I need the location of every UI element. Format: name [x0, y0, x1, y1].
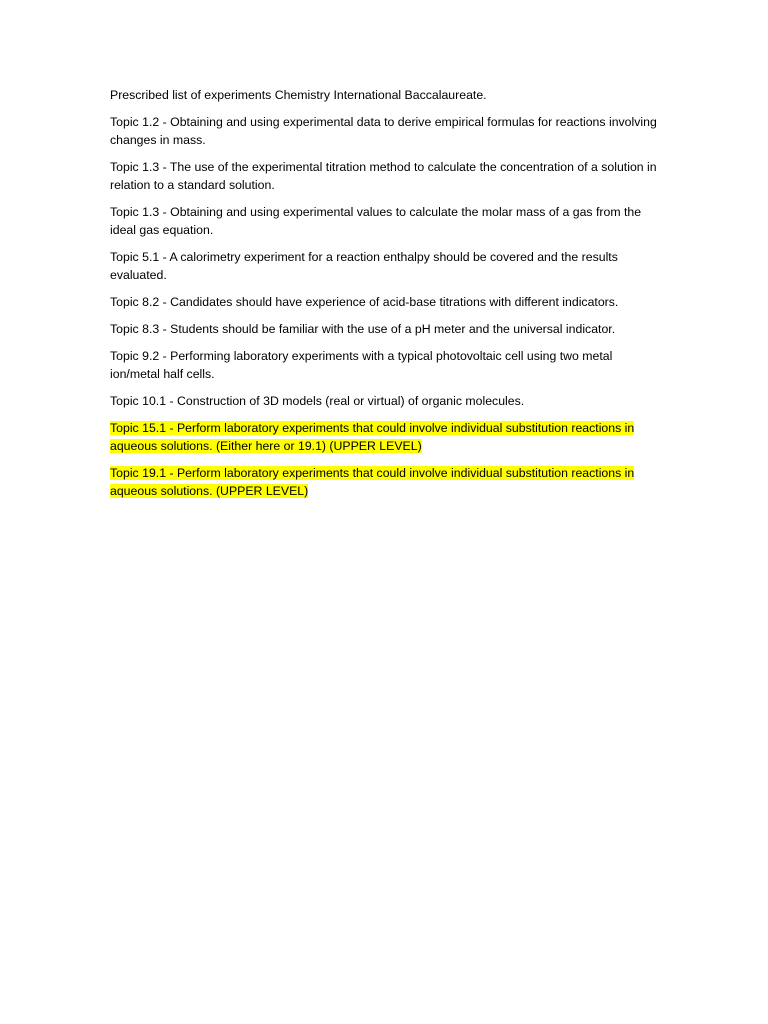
topic-1-3-molar-mass-item: Topic 1.3 - Obtaining and using experimental values to calculate the molar mass of a gas from the ideal gas equation. — [110, 205, 642, 237]
topic-1-2-item: Topic 1.2 - Obtaining and using experimental data to derive empirical formulas for reactions involving changes in mass. — [110, 115, 657, 147]
topic-15-1-highlighted-item — [110, 419, 658, 455]
topic-9-2-item: Topic 9.2 - Performing laboratory experiments with a typical photovoltaic cell using two metal ion/metal half cells. — [110, 349, 613, 381]
document-heading: Prescribed list of experiments Chemistry International Baccalaureate. — [110, 88, 487, 102]
topic-8-2-item: Topic 8.2 - Candidates should have experience of acid-base titrations with different indicators. — [110, 295, 619, 309]
topic-1-3-titration-item: Topic 1.3 - The use of the experimental titration method to calculate the concentration of a solution in relation to a standard solution. — [110, 160, 657, 192]
topic-19-1-highlighted-item — [110, 464, 658, 500]
highlighted-text: Topic 15.1 - Perform laboratory experiments that could involve individual substitution reactions in aqueous solutions. (Either here or 19.1) (UPPER LEVEL) — [110, 421, 635, 453]
topic-8-3-item: Topic 8.3 - Students should be familiar with the use of a pH meter and the universal indicator. — [110, 322, 616, 336]
document-body — [110, 86, 658, 509]
topic-10-1-item: Topic 10.1 - Construction of 3D models (real or virtual) of organic molecules. — [110, 394, 525, 408]
highlighted-text: Topic 19.1 - Perform laboratory experiments that could involve individual substitution reactions in aqueous solutions. (UPPER LEVEL) — [110, 466, 635, 498]
topic-5-1-item: Topic 5.1 - A calorimetry experiment for a reaction enthalpy should be covered and the results evaluated. — [110, 250, 618, 282]
